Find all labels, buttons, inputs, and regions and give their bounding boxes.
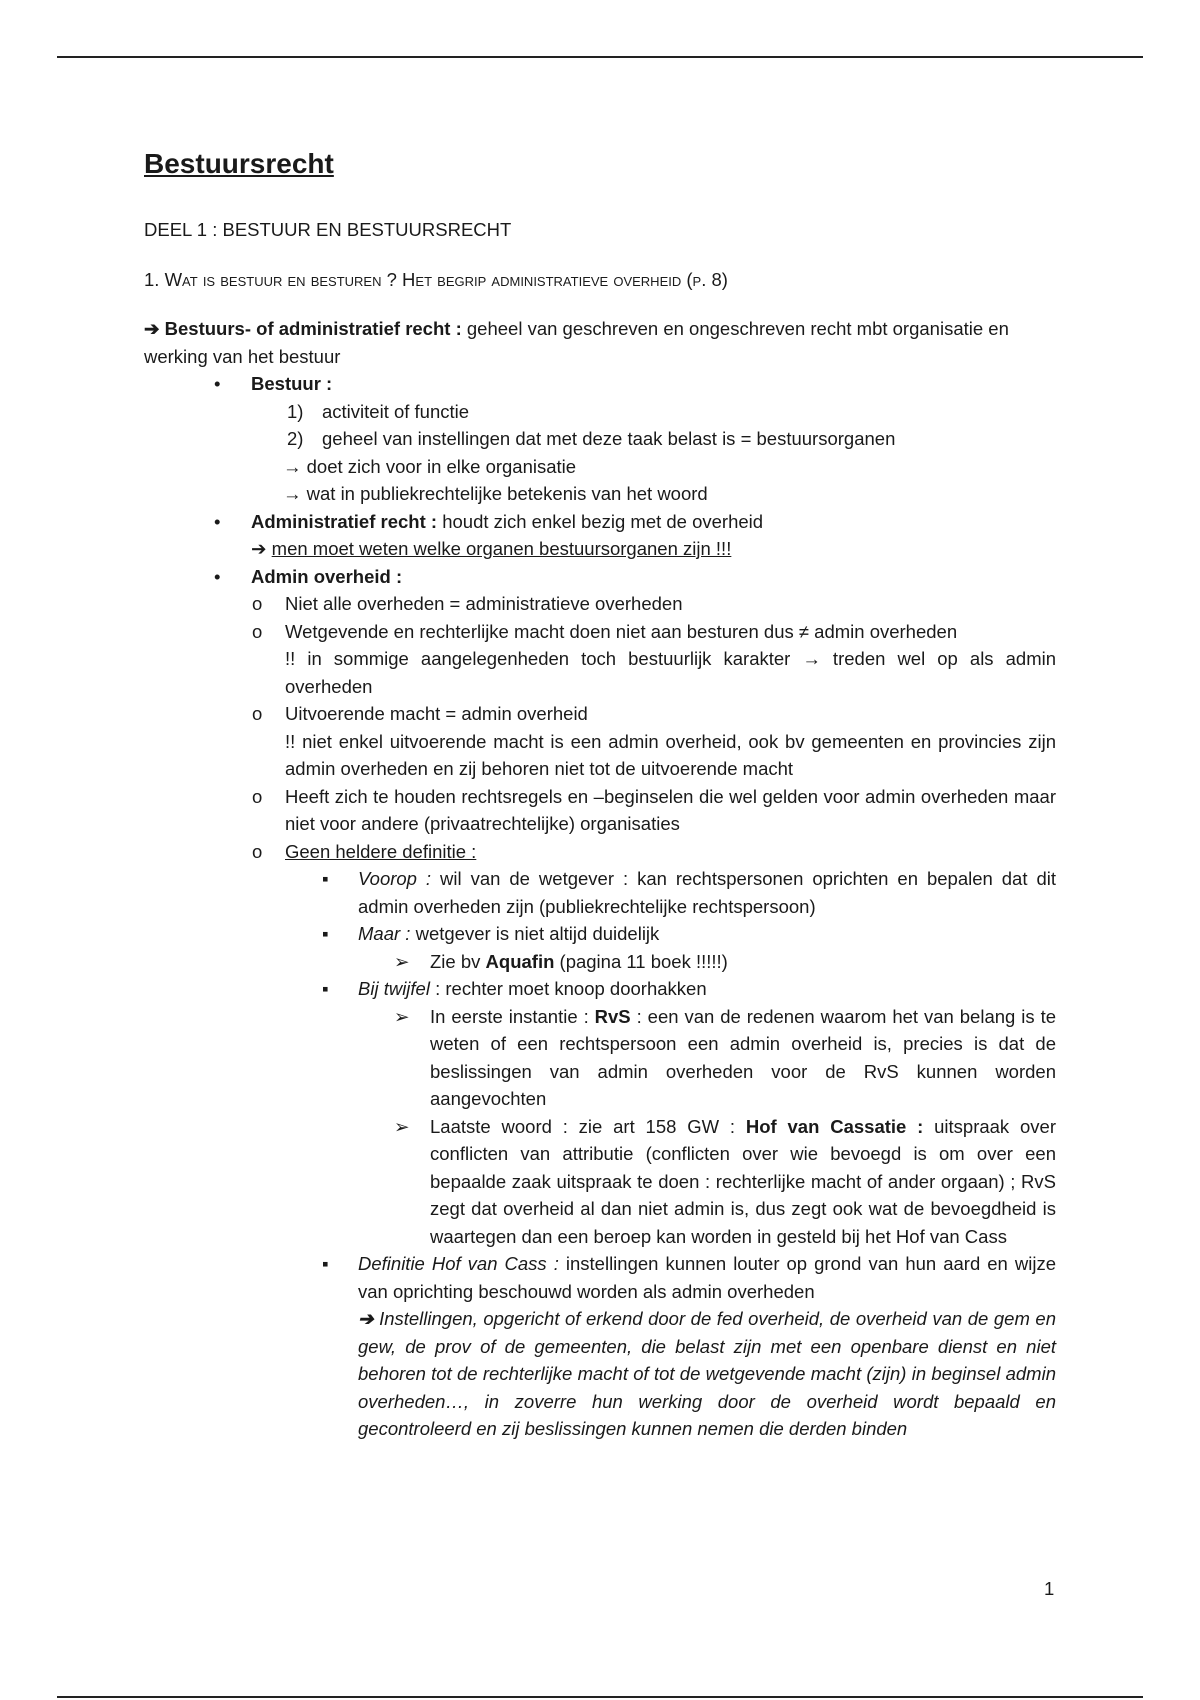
- sub-item: [144, 700, 1056, 728]
- twijfel-label: Bij twijfel: [358, 978, 430, 999]
- intro-text: geheel van geschreven en ongeschreven recht mbt organisatie en werking van het bestuur: [144, 318, 1009, 367]
- intro-term: Bestuurs- of administratief recht :: [164, 318, 462, 339]
- document-body: [144, 146, 1056, 1443]
- sub-item-text: Wetgevende en rechterlijke macht doen niet aan besturen dus ≠ admin overheden: [285, 620, 958, 642]
- sub-item-text: Uitvoerende macht = admin overheid: [285, 703, 588, 724]
- numbered-item: [144, 425, 1056, 453]
- arrowhead-bullet-icon: ➢: [394, 1005, 410, 1027]
- sub-item: [144, 618, 1056, 646]
- sub-item-extra: !! in sommige aangelegenheden toch bestuurlijk karakter → treden wel op als admin overheden: [285, 648, 1056, 697]
- item-text: activiteit of functie: [322, 400, 470, 422]
- footer-rule: [57, 1696, 1143, 1698]
- hof-text: instellingen kunnen louter op grond van hun aard en wijze van oprichting beschouwd worden als admin overheden: [358, 1253, 1056, 1302]
- sub-item: [144, 590, 1056, 618]
- circle-bullet-icon: o: [252, 593, 263, 614]
- numbered-item: [144, 398, 1056, 426]
- voorop-label: Voorop :: [358, 868, 432, 889]
- circle-bullet-icon: o: [252, 785, 263, 807]
- square-bullet-icon: ▪: [322, 868, 329, 889]
- adminrecht-note-text: men moet weten welke organen bestuursorganen zijn !!!: [271, 538, 732, 559]
- arrow-icon: ➔: [251, 538, 267, 559]
- bullet-icon: •: [214, 373, 221, 394]
- definition-item-hof: [144, 1250, 1056, 1305]
- note-line: → doet zich voor in elke organisatie: [283, 455, 577, 477]
- hof-quote: [144, 1305, 1056, 1443]
- definition-item-twijfel: [144, 975, 1056, 1003]
- definition-subitem-cassatie: [144, 1113, 1056, 1251]
- square-bullet-icon: ▪: [322, 1253, 329, 1274]
- zie-text: Zie bv: [430, 950, 486, 972]
- zie-post-text: (pagina 11 boek !!!!!): [554, 950, 728, 972]
- square-bullet-icon: ▪: [322, 978, 329, 999]
- hof-quote-text: Instellingen, opgericht of erkend door de fed overheid, de overheid van de gem en gew, de prov of de gemeenten, die belast zijn met een openbare dienst en niet behoren tot de rechterlijke macht of tot de wetgevende macht (zijn) in beginsel admin overheden…, in zoverre hun werking door de overheid wordt bepaald en gecontroleerd en zij beslissingen kunnen nemen die derden binden: [358, 1308, 1056, 1439]
- bullet-icon: •: [214, 565, 221, 587]
- definition-item-maar: [144, 920, 1056, 948]
- bullet-icon: •: [214, 510, 221, 532]
- definition-subitem-aquafin: [144, 948, 1056, 976]
- voorop-text: wil van de wetgever : kan rechtspersonen oprichten en bepalen dat dit admin overheden zijn (publiekrechtelijke rechtspersoon): [358, 868, 1056, 917]
- section-heading: 1. Wat is bestuur en besturen ? Het begrip administratieve overheid (p. 8): [144, 268, 728, 290]
- eerste-text: In eerste instantie :: [430, 1005, 595, 1027]
- sub-item: [144, 783, 1056, 838]
- eerste-post-text: : een van de redenen waarom het van belang is te weten of een rechtspersoon een admin overheid is, precies is dat de beslissingen van admin overheden voor de RvS kunnen worden aangevochten: [430, 1005, 1056, 1109]
- sub-item-text: Geen heldere definitie :: [285, 840, 477, 862]
- note-line: → wat in publiekrechtelijke betekenis van het woord: [283, 483, 708, 504]
- sub-item-text: Heeft zich te houden rechtsregels en –beginselen die wel gelden voor admin overheden maar niet voor andere (privaatrechtelijke) organisaties: [285, 785, 1056, 834]
- cassatie-term: Hof van Cassatie :: [745, 1115, 924, 1137]
- item-text: geheel van instellingen dat met deze taak belast is = bestuursorganen: [322, 428, 896, 449]
- circle-bullet-icon: o: [252, 703, 263, 724]
- sub-item-text: Niet alle overheden = administratieve overheden: [285, 593, 683, 614]
- arrowhead-bullet-icon: ➢: [394, 1115, 410, 1137]
- circle-bullet-icon: o: [252, 840, 263, 862]
- arrow-icon: ➔: [144, 318, 160, 339]
- adminrecht-text: houdt zich enkel bezig met de overheid: [437, 510, 764, 532]
- hof-label: Definitie Hof van Cass :: [358, 1253, 559, 1274]
- page-number: 1: [1044, 1578, 1055, 1599]
- circle-bullet-icon: o: [252, 620, 263, 642]
- adminrecht-note: [144, 535, 1056, 563]
- rvs-term: RvS: [594, 1005, 631, 1027]
- definition-item-voorop: [144, 865, 1056, 920]
- item-number: 2): [287, 428, 304, 449]
- header-rule: [57, 56, 1143, 58]
- bestuur-label: Bestuur :: [251, 373, 333, 394]
- sub-item-extra: !! niet enkel uitvoerende macht is een admin overheid, ook bv gemeenten en provincies zijn admin overheden en zij behoren niet tot de uitvoerende macht: [285, 730, 1056, 779]
- sub-item: [144, 838, 1056, 866]
- list-item-bestuur: [144, 370, 1056, 398]
- item-number: 1): [287, 400, 304, 422]
- adminrecht-label: Administratief recht :: [251, 510, 438, 532]
- laatste-text: Laatste woord : zie art 158 GW :: [430, 1115, 746, 1137]
- arrowhead-bullet-icon: ➢: [394, 950, 410, 972]
- maar-text: wetgever is niet altijd duidelijk: [410, 923, 660, 944]
- definition-subitem-rvs: [144, 1003, 1056, 1113]
- aquafin-term: Aquafin: [485, 950, 555, 972]
- part-heading: DEEL 1 : BESTUUR EN BESTUURSRECHT: [144, 219, 512, 240]
- list-item-adminrecht: [144, 508, 1056, 536]
- square-bullet-icon: ▪: [322, 923, 329, 944]
- maar-label: Maar :: [358, 923, 411, 944]
- twijfel-text: : rechter moet knoop doorhakken: [429, 978, 707, 999]
- adminoverheid-label: Admin overheid :: [251, 565, 403, 587]
- laatste-post-text: uitspraak over conflicten van attributie (conflicten over wie bevoegd is om over een bepaalde zaak uitspraak te doen : rechterlijke macht of ander orgaan) ; RvS zegt dat overheid al dan niet admin is, dus zegt ook wat de bevoegdheid is waartegen dan een beroep kan worden in gesteld bij het Hof van Cass: [430, 1115, 1056, 1247]
- intro-paragraph: [144, 315, 1056, 370]
- page-title: Bestuursrecht: [144, 148, 334, 179]
- arrow-icon: ➔: [358, 1308, 374, 1329]
- list-item-adminoverheid: [144, 563, 1056, 591]
